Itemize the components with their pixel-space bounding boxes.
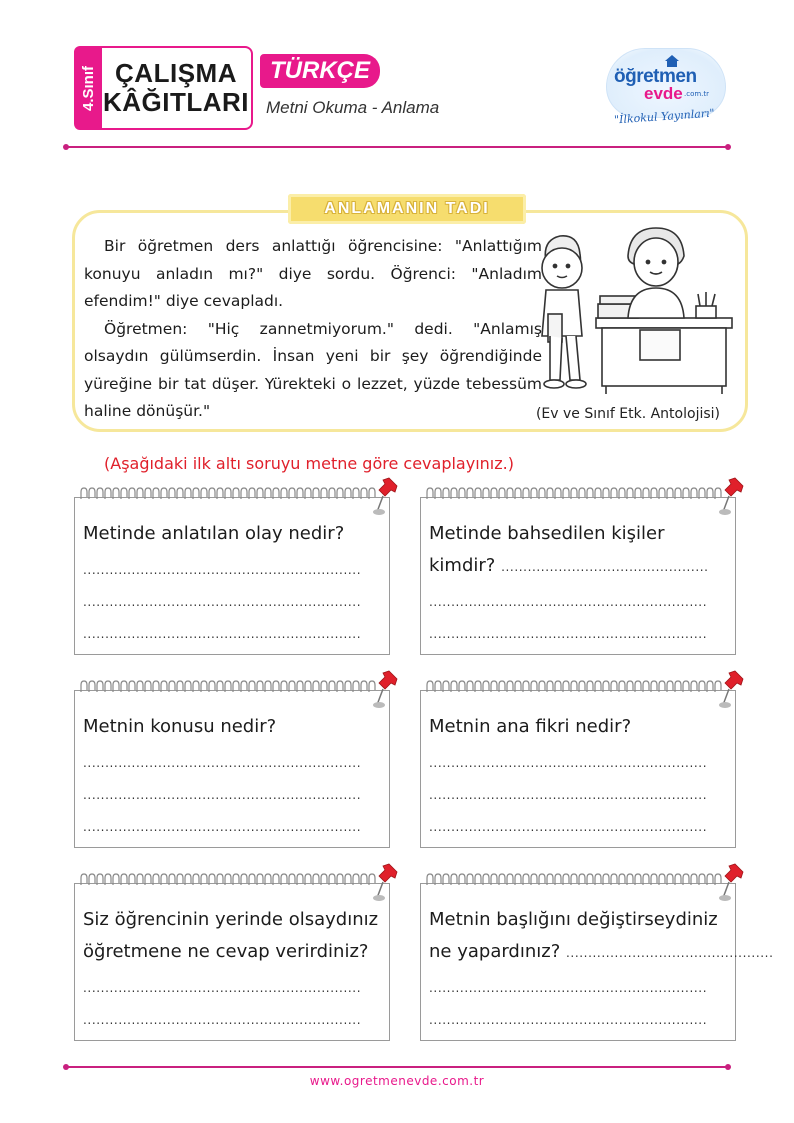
question-card-4	[420, 690, 736, 848]
pushpin-icon	[371, 669, 401, 709]
footer-divider	[66, 1066, 728, 1068]
answer-line-2a[interactable]: ...............................................	[501, 560, 709, 574]
question-card-1	[74, 497, 390, 655]
logo-domain: .com.tr	[684, 90, 710, 98]
answer-line-5a[interactable]: ...............................................................	[83, 981, 362, 995]
story-banner	[288, 194, 526, 224]
answer-line-4a[interactable]: ...............................................................	[429, 756, 708, 770]
answer-line-3b[interactable]: ...............................................................	[83, 788, 362, 802]
answer-line-2c[interactable]: ...............................................................	[429, 627, 708, 641]
pushpin-icon	[371, 476, 401, 516]
question-6-line-2: ne yapardınız?	[429, 941, 561, 962]
answer-line-4b[interactable]: ...............................................................	[429, 788, 708, 802]
instruction-text: (Aşağıdaki ilk altı soruyu metne göre cevaplayınız.)	[104, 454, 514, 473]
question-2-line-2: kimdir?	[429, 555, 496, 576]
publisher-logo	[604, 44, 728, 130]
question-card-5	[74, 883, 390, 1041]
story-paragraph-1: Bir öğretmen ders anlattığı öğrencisine: "Anlattığım konuyu anladın mı?" diye sordu. Öğrenci: "Anladım efendim!" diye cevapladı.	[84, 237, 542, 310]
answer-line-1b[interactable]: ...............................................................	[83, 595, 362, 609]
answer-line-4c[interactable]: ...............................................................	[429, 820, 708, 834]
story-paragraph-2: Öğretmen: "Hiç zannetmiyorum." dedi. "Anlamış olsaydın gülümserdin. İnsan yeni bir şey öğrendiğinde yüreğine bir tat düşer. Yürekteki o lezzet, yüzde tebessüm haline dönüşür."	[84, 319, 542, 420]
logo-brand: öğretmen	[614, 66, 697, 87]
logo-brand-evde: evde	[644, 84, 683, 103]
story-title: ANLAMANIN TADI	[324, 200, 490, 217]
pushpin-icon	[371, 862, 401, 902]
teacher-student-illustration	[532, 218, 738, 398]
question-1-text: Metinde anlatılan olay nedir?	[83, 523, 345, 544]
logo-tagline: "İlkokul Yayınları"	[613, 106, 716, 127]
worksheet-title	[101, 46, 253, 130]
answer-line-3c[interactable]: ...............................................................	[83, 820, 362, 834]
spiral-binding-icon	[423, 487, 719, 501]
title-line-2: KÂĞITLARI	[102, 87, 250, 117]
pushpin-icon	[717, 862, 747, 902]
answer-line-1c[interactable]: ...............................................................	[83, 627, 362, 641]
story-source: (Ev ve Sınıf Etk. Antolojisi)	[535, 406, 720, 422]
spiral-binding-icon	[77, 680, 373, 694]
answer-line-6a[interactable]: ...............................................	[566, 946, 774, 960]
answer-line-3a[interactable]: ...............................................................	[83, 756, 362, 770]
question-5-line-2: öğretmene ne cevap verirdiniz?	[83, 941, 369, 962]
spiral-binding-icon	[423, 680, 719, 694]
pushpin-icon	[717, 669, 747, 709]
question-6-line-1: Metnin başlığını değiştirseydiniz	[429, 909, 718, 930]
answer-line-5b[interactable]: ...............................................................	[83, 1013, 362, 1027]
spiral-binding-icon	[77, 487, 373, 501]
answer-line-6c[interactable]: ...............................................................	[429, 1013, 708, 1027]
header-divider	[66, 146, 728, 148]
question-card-2	[420, 497, 736, 655]
title-line-1: ÇALIŞMA	[115, 58, 237, 89]
story-text	[84, 233, 542, 426]
question-4-text: Metnin ana fikri nedir?	[429, 716, 632, 737]
question-card-3	[74, 690, 390, 848]
pushpin-icon	[717, 476, 747, 516]
question-5-line-1: Siz öğrencinin yerinde olsaydınız	[83, 909, 379, 930]
worksheet-subtitle: Metni Okuma - Anlama	[266, 98, 440, 117]
teacher-figure	[628, 228, 684, 318]
student-figure	[542, 236, 586, 388]
question-3-text: Metnin konusu nedir?	[83, 716, 277, 737]
answer-line-1a[interactable]: ...............................................................	[83, 563, 362, 577]
spiral-binding-icon	[423, 873, 719, 887]
footer-url[interactable]: www.ogretmenevde.com.tr	[309, 1074, 485, 1088]
spiral-binding-icon	[77, 873, 373, 887]
answer-line-2b[interactable]: ...............................................................	[429, 595, 708, 609]
subject-badge: TÜRKÇE	[260, 54, 380, 88]
answer-line-6b[interactable]: ...............................................................	[429, 981, 708, 995]
question-2-line-1: Metinde bahsedilen kişiler	[429, 523, 665, 544]
grade-label: 4.Sınıf	[79, 65, 97, 111]
question-card-6	[420, 883, 774, 1041]
grade-tab	[74, 46, 102, 130]
